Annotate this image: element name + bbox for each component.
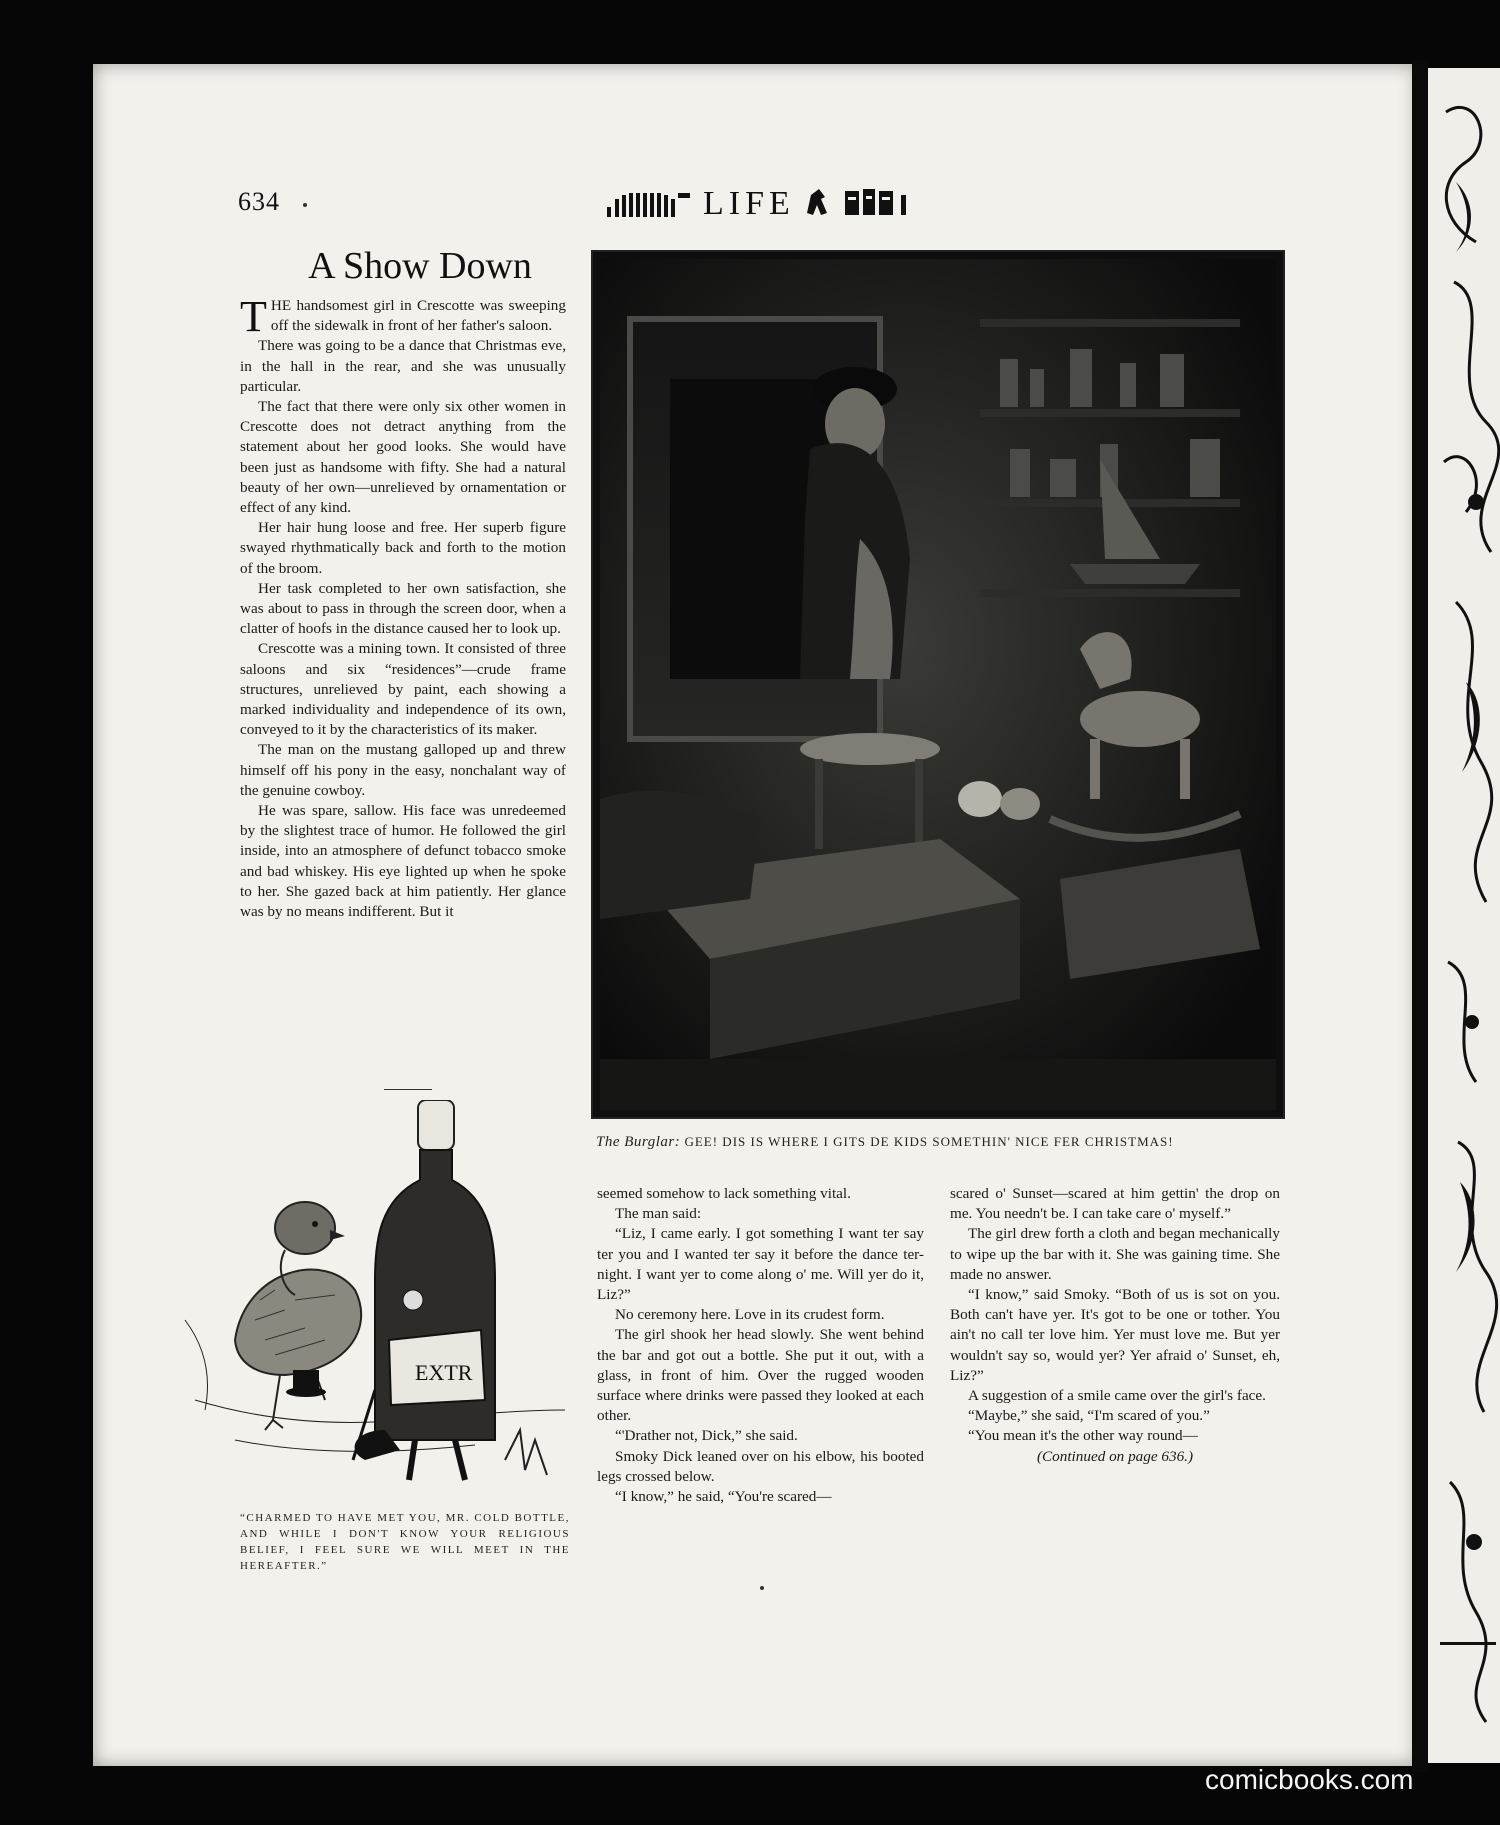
story-paragraph: Crescotte was a mining town. It consisted of three saloons and six “residences”—crude frame structures, unrelieved by paint, each showing a marked individuality and independence of its own, conveyed to it by the characteristics of its maker. [240, 640, 566, 739]
drop-cap: T [240, 292, 267, 341]
story-paragraph: The man said: [615, 1205, 702, 1223]
story-paragraph: Her hair hung loose and free. Her superb figure swayed rhythmatically back and forth to the motion of the broom. [240, 519, 566, 577]
page-gutter [1412, 60, 1428, 1772]
decorative-dot [303, 203, 307, 207]
story-paragraph: “I know,” said Smoky. “Both of us is sot on you. Both can't have yer. It's got to be one or tother. You ain't no call ter love him. Yer must love me. But yer wouldn't say so, would yer? Yer afraid o' Sunset, eh, Liz?” [950, 1286, 1280, 1384]
story-paragraph: No ceremony here. Love in its crudest form. [615, 1306, 885, 1324]
masthead-right-ornament-icon [805, 187, 925, 221]
story-column-2 [597, 1184, 924, 1507]
story-paragraph: There was going to be a dance that Christmas eve, in the hall in the rear, and she was unusually particular. [240, 337, 566, 395]
story-paragraph: “I know,” he said, “You're scared— [615, 1488, 832, 1506]
quail-and-bottle-cartoon [175, 1100, 570, 1505]
story-paragraph [240, 292, 566, 341]
caption-text: GEE! DIS IS WHERE I GITS DE KIDS SOMETHIN' NICE FER CHRISTMAS! [684, 1134, 1174, 1149]
paragraph-text: HE handsomest girl in Crescotte was sweeping off the sidewalk in front of her father's saloon. [270, 297, 566, 335]
burglar-illustration-frame [591, 250, 1285, 1119]
masthead [605, 185, 925, 225]
story-paragraph: The girl drew forth a cloth and began mechanically to wipe up the bar with it. She was gaining time. She made no answer. [950, 1225, 1280, 1283]
story-paragraph: A suggestion of a smile came over the girl's face. [968, 1387, 1266, 1405]
story-paragraph: Her task completed to her own satisfaction, she was about to pass in through the screen door, when a clatter of hoofs in the distance caused her to look up. [240, 579, 566, 638]
story-column-1 [240, 292, 566, 922]
bottle-label-text: EXTR [415, 1360, 473, 1385]
site-watermark: comicbooks.com [1205, 1764, 1414, 1795]
section-divider [384, 1089, 432, 1090]
cartoon-caption: “CHARMED TO HAVE MET YOU, MR. COLD BOTTLE, AND WHILE I DON'T KNOW YOUR RELIGIOUS BELIEF, I FEEL SURE WE WILL MEET IN THE HEREAFTER.” [240, 1512, 570, 1572]
story-paragraph: scared o' Sunset—scared at him gettin' the drop on me. You needn't be. I can take care o' myself.” [950, 1185, 1280, 1223]
page-number: 634 [238, 187, 280, 216]
story-paragraph: The girl shook her head slowly. She went behind the bar and got out a bottle. She put it out, with a glass, in front of him. Over the rugged wooden surface where drinks were passed they looked at each other. [597, 1326, 924, 1425]
story-paragraph: “Liz, I came early. I got something I want ter say ter you and I wanted ter say it before the dance ter-night. I want yer to come along o' me. Will yer do it, Liz?” [597, 1225, 924, 1304]
burglar-illustration [600, 259, 1276, 1110]
story-paragraph: The fact that there were only six other women in Crescotte does not detract anything from the statement about her good looks. She would have been just as handsome with fifty. She had a natural beauty of her own—unrelieved by ornamentation or effect of any kind. [240, 398, 566, 517]
story-paragraph: Smoky Dick leaned over on his elbow, his booted legs crossed below. [597, 1447, 924, 1485]
story-paragraph: seemed somehow to lack something vital. [597, 1185, 851, 1202]
masthead-title: LIFE [703, 185, 795, 222]
continued-note: (Continued on page 636.) [1036, 1447, 1194, 1465]
story-paragraph: The man on the mustang galloped up and threw himself off his pony in the easy, nonchalant way of the genuine cowboy. [240, 741, 566, 799]
decorative-dot [760, 1586, 764, 1590]
story-title: A Show Down [308, 245, 532, 287]
story-paragraph: “'Drather not, Dick,” she said. [615, 1427, 798, 1445]
caption-speaker: The Burglar: [596, 1134, 681, 1150]
story-paragraph: He was spare, sallow. His face was unredeemed by the slightest trace of humor. He followed the girl inside, into an atmosphere of defunct tobacco smoke and bad whiskey. His eye lighted up when he spoke to her. She gazed back at him patiently. Her glance was by no means indifferent. But it [240, 802, 566, 921]
story-column-3 [950, 1184, 1280, 1467]
story-paragraph: “You mean it's the other way round— [968, 1427, 1198, 1445]
story-paragraph: “Maybe,” she said, “I'm scared of you.” [968, 1407, 1210, 1425]
illustration-caption [596, 1134, 1286, 1151]
masthead-left-ornament-icon [605, 191, 695, 221]
ornamental-border-decoration [1436, 82, 1500, 1742]
